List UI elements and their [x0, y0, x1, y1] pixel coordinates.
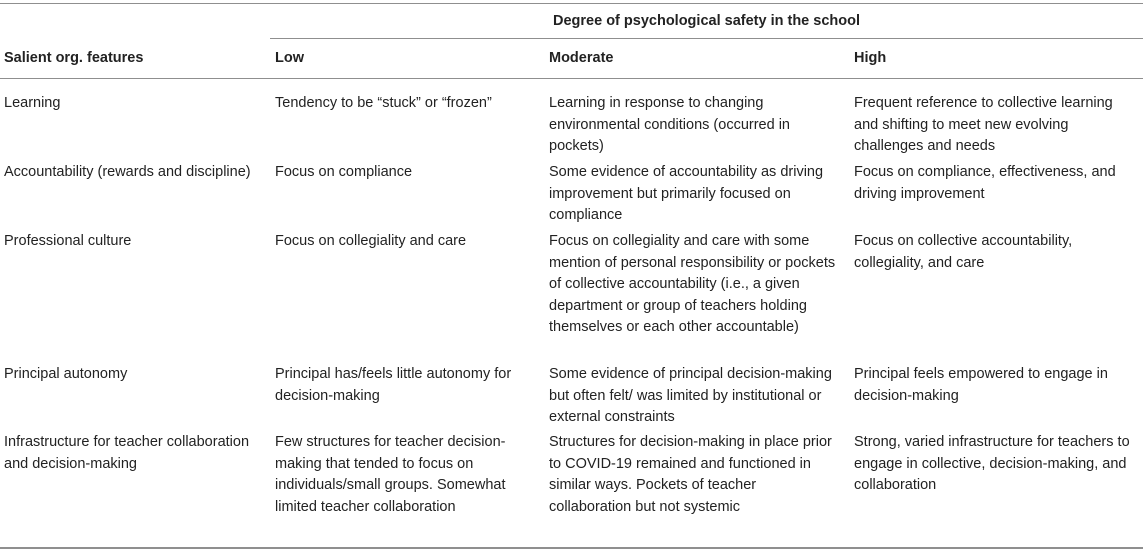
- column-header-feature: Salient org. features: [4, 50, 144, 66]
- cell-high: Focus on compliance, effectiveness, and driving improvement: [854, 164, 1116, 202]
- cell-moderate: Some evidence of accountability as driving improvement but primarily focused on compliance: [549, 164, 824, 223]
- cell-moderate: Focus on collegiality and care with some mention of personal responsibility or pockets of collective accountability (i.e., a given department or group of teachers holding themselves or each other accountable): [549, 233, 836, 335]
- cell-feature: Principal autonomy: [4, 366, 128, 382]
- cell-feature: Infrastructure for teacher collaboration and decision-making: [4, 434, 250, 472]
- cell-high: Frequent reference to collective learning and shifting to meet new evolving challenges and needs: [854, 95, 1113, 154]
- cell-low: Tendency to be “stuck” or “frozen”: [275, 95, 492, 111]
- column-header-moderate: Moderate: [549, 50, 614, 66]
- cell-feature: Accountability (rewards and discipline): [4, 164, 251, 180]
- cell-high: Strong, varied infrastructure for teachers to engage in collective, decision-making, and collaboration: [854, 434, 1130, 493]
- cell-low: Few structures for teacher decision-making that tended to focus on individuals/small groups. Somewhat limited teacher collaboration: [275, 434, 506, 515]
- cell-high: Focus on collective accountability, collegiality, and care: [854, 233, 1073, 271]
- cell-low: Focus on collegiality and care: [275, 233, 467, 249]
- spanning-header-rule: [270, 38, 1143, 39]
- cell-moderate: Some evidence of principal decision-making but often felt/ was limited by institutional or external constraints: [549, 366, 832, 425]
- spanning-header: Degree of psychological safety in the school: [553, 13, 860, 29]
- column-header-high: High: [854, 50, 887, 66]
- cell-low: Principal has/feels little autonomy for decision-making: [275, 366, 512, 404]
- header-rule: [0, 78, 1143, 79]
- table-top-rule: [0, 3, 1143, 4]
- cell-moderate: Learning in response to changing environmental conditions (occurred in pockets): [549, 95, 790, 154]
- cell-low: Focus on compliance: [275, 164, 413, 180]
- table-bottom-rule: [0, 547, 1143, 549]
- column-header-low: Low: [275, 50, 304, 66]
- cell-moderate: Structures for decision-making in place prior to COVID-19 remained and functioned in similar ways. Pockets of teacher collaboration but not systemic: [549, 434, 832, 515]
- cell-high: Principal feels empowered to engage in decision-making: [854, 366, 1108, 404]
- cell-feature: Professional culture: [4, 233, 132, 249]
- cell-feature: Learning: [4, 95, 61, 111]
